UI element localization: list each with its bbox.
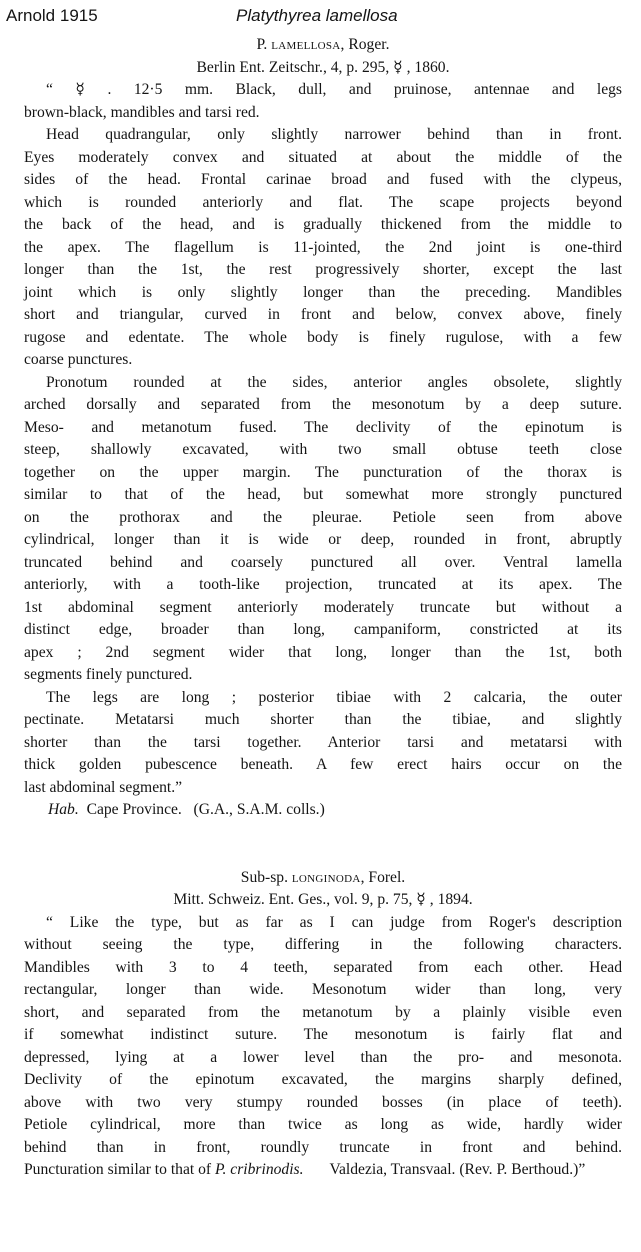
title-prefix: P. <box>256 36 272 53</box>
text-line: without seeing the type, differing in the following characters. <box>24 936 622 953</box>
text-line: Eyes moderately convex and situated at about the middle of the <box>24 148 622 166</box>
text-line: Declivity of the epinotum excavated, the margins sharply defined, <box>24 1071 622 1088</box>
text-line: rugose and edentate. The whole body is finely rugulose, with a few <box>24 328 622 346</box>
text-line: brown-black, mandibles and tarsi red. <box>24 103 260 121</box>
citation-lamellosa: Berlin Ent. Zeitschr., 4, p. 295, ☿ , 1860. <box>196 58 450 76</box>
text-line: above with two very stumpy rounded bosses (in place of teeth). <box>24 1093 622 1111</box>
text-line: cylindrical, longer than it is wide or deep, rounded in front, abruptly <box>24 531 622 548</box>
hab-text: Cape Province. (G.A., S.A.M. colls.) <box>78 801 325 818</box>
text-line: “ ☿ . 12·5 mm. Black, dull, and pruinose, antennae and legs <box>46 81 622 98</box>
text-line: apex ; 2nd segment wider that long, longer than the 1st, both <box>24 643 622 661</box>
text-line: depressed, lying at a lower level than the pro- and mesonota. <box>24 1048 622 1066</box>
text-line: Petiole cylindrical, more than twice as long as wide, hardly wider <box>24 1116 622 1133</box>
text-line: 1st abdominal segment anteriorly moderately truncate but without a <box>24 598 622 616</box>
text-line: The legs are long ; posterior tibiae with 2 calcaria, the outer <box>46 688 622 706</box>
text-line: Mandibles with 3 to 4 teeth, separated from each other. Head <box>24 958 622 976</box>
species-title: Platythyrea lamellosa <box>236 6 398 25</box>
document-body <box>24 34 622 1182</box>
text-line: which is rounded anteriorly and flat. The scape projects beyond <box>24 193 622 211</box>
author-year: Arnold 1915 <box>6 6 98 25</box>
text-line: shorter than the tarsi together. Anterior tarsi and metatarsi with <box>24 733 622 751</box>
text-line: sides of the head. Frontal carinae broad and fused with the clypeus, <box>24 171 622 188</box>
text-line: arched dorsally and separated from the mesonotum by a deep suture. <box>24 396 622 413</box>
locality-line: Valdezia, Transvaal. (Rev. P. Berthoud.)” <box>329 1161 586 1178</box>
text-line: coarse punctures. <box>24 351 133 368</box>
title-small-caps: longinoda <box>291 868 361 886</box>
text-line: joint which is only slightly longer than the preceding. Mandibles <box>24 283 622 301</box>
text-line: distinct edge, broader than long, campaniform, constricted at its <box>24 621 622 638</box>
habitat-line <box>24 799 622 822</box>
text-line: if somewhat indistinct suture. The mesonotum is fairly flat and <box>24 1026 622 1043</box>
page-header <box>6 6 636 30</box>
text-line: segments finely punctured. <box>24 666 193 683</box>
title-prefix: Sub-sp. <box>240 868 292 886</box>
title-suffix: , Roger. <box>340 36 390 53</box>
text-line: behind than in front, roundly truncate in front and behind. <box>24 1138 622 1156</box>
text-line: longer than the 1st, the rest progressively shorter, except the last <box>24 261 622 278</box>
text-line: short, and separated from the metanotum by a plainly visible even <box>24 1003 622 1021</box>
text-line: short and triangular, curved in front and below, convex above, finely <box>24 306 622 323</box>
text-line: pectinate. Metatarsi much shorter than the tibiae, and slightly <box>24 711 622 728</box>
text-line: the back of the head, and is gradually thickened from the middle to <box>24 216 622 233</box>
description-longinoda <box>24 912 622 1182</box>
text-line: rectangular, longer than wide. Mesonotum wider than long, very <box>24 981 622 998</box>
section-gap <box>24 822 622 867</box>
citation-longinoda: Mitt. Schweiz. Ent. Ges., vol. 9, p. 75, ☿ , 1894. <box>173 891 473 908</box>
punct-species: P. cribrinodis. <box>215 1161 304 1178</box>
description-lamellosa <box>24 79 622 799</box>
text-line: on the prothorax and the pleurae. Petiole seen from above <box>24 508 622 526</box>
punct-text: Puncturation similar to that of <box>24 1161 215 1178</box>
text-line: Head quadrangular, only slightly narrower behind than in front. <box>46 126 622 143</box>
text-line: last abdominal segment.” <box>24 778 183 796</box>
text-line: Pronotum rounded at the sides, anterior angles obsolete, slightly <box>46 373 622 391</box>
text-line: the apex. The flagellum is 11-jointed, the 2nd joint is one-third <box>24 238 622 256</box>
text-line: together on the upper margin. The puncturation of the thorax is <box>24 463 622 481</box>
title-suffix: , Forel. <box>360 868 406 886</box>
section-title-longinoda <box>24 867 622 890</box>
title-small-caps: lamellosa <box>271 36 341 53</box>
text-line: “ Like the type, but as far as I can judge from Roger's description <box>46 913 622 931</box>
text-line: anteriorly, with a tooth-like projection, truncated at its apex. The <box>24 576 622 593</box>
text-line: thick golden pubescence beneath. A few erect hairs occur on the <box>24 756 622 773</box>
puncturation-line <box>24 1161 307 1178</box>
section-title-lamellosa <box>24 34 622 57</box>
text-line: similar to that of the head, but somewhat more strongly punctured <box>24 486 622 503</box>
text-line: Meso- and metanotum fused. The declivity of the epinotum is <box>24 418 622 436</box>
text-line: truncated behind and coarsely punctured all over. Ventral lamella <box>24 553 622 571</box>
text-line: steep, shallowly excavated, with two small obtuse teeth close <box>24 441 622 458</box>
hab-label: Hab. <box>48 801 79 818</box>
